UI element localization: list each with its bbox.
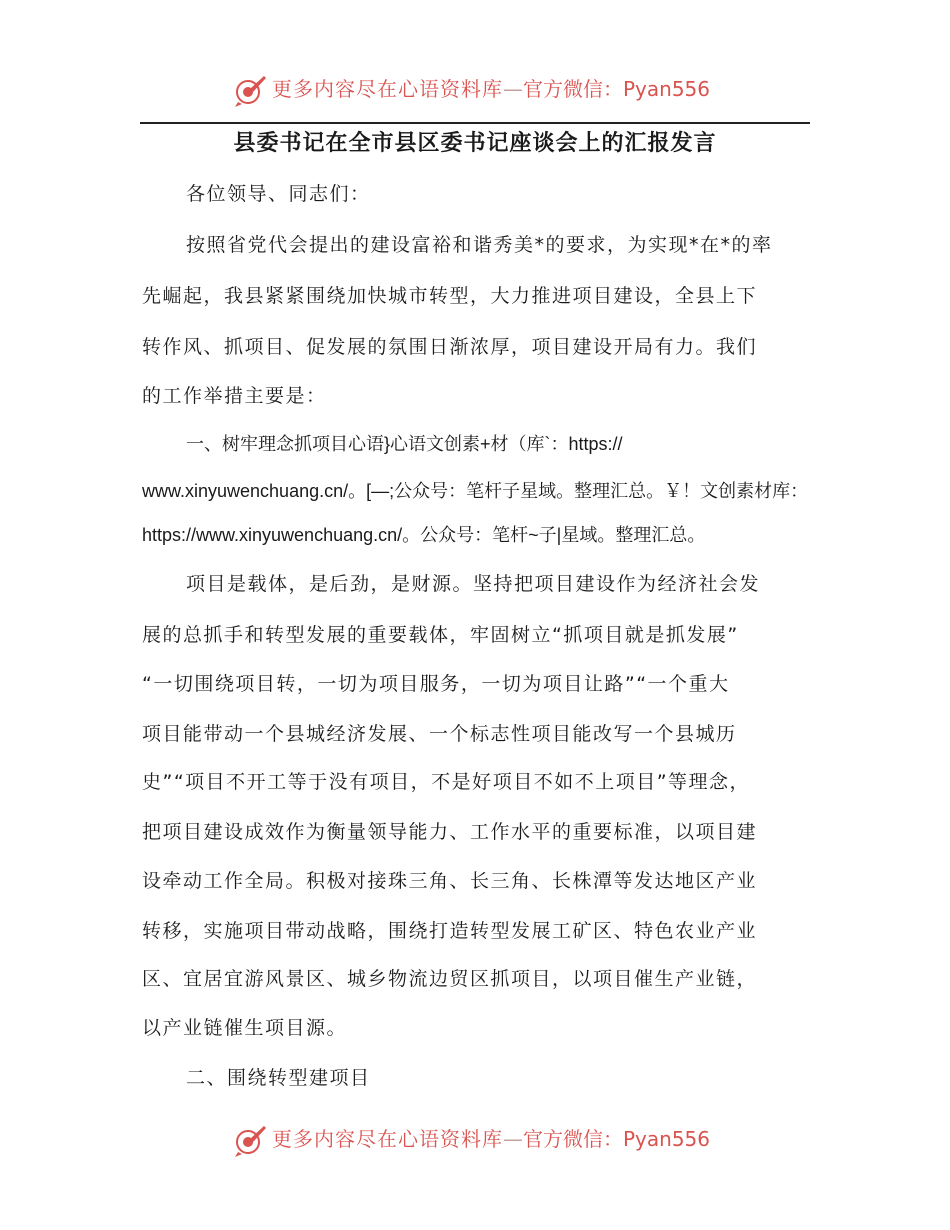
- body-line: https://www.xinyuwenchuang.cn/。公众号：笔杆~子|星域。整理汇总。: [142, 525, 706, 545]
- banner-text: [272, 76, 710, 102]
- body-line: 项目是载体，是后劲，是财源。坚持把项目建设作为经济社会发: [186, 573, 761, 595]
- banner-main-text: 更多内容尽在心语资料库: [272, 77, 503, 101]
- banner-wechat-text: 官方微信：Pyan556: [523, 1127, 711, 1151]
- body-line: 区、宜居宜游风景区、城乡物流边贸区抓项目，以项目催生产业链，: [142, 968, 758, 990]
- body-line: 项目能带动一个县城经济发展、一个标志性项目能改写一个县城历: [142, 723, 737, 745]
- section-heading-1: 一、树牢理念抓项目心语}心语文创素+材（库`：https://: [186, 434, 623, 454]
- banner-separator: —: [503, 77, 523, 101]
- body-line: “一切围绕项目转，一切为项目服务，一切为项目让路”“一个重大: [142, 673, 730, 695]
- header-rule: [140, 122, 810, 124]
- body-line: 史”“项目不开工等于没有项目，不是好项目不如不上项目”等理念，: [142, 771, 751, 793]
- logo-icon: [232, 1122, 268, 1158]
- body-line: 以产业链催生项目源。: [142, 1017, 348, 1039]
- document-title: 县委书记在全市县区委书记座谈会上的汇报发言: [233, 131, 717, 156]
- body-line: 把项目建设成效作为衡量领导能力、工作水平的重要标准，以项目建: [142, 821, 758, 843]
- body-line: 展的总抓手和转型发展的重要载体，牢固树立“抓项目就是抓发展”: [142, 624, 739, 646]
- body-line: 先崛起，我县紧紧围绕加快城市转型，大力推进项目建设，全县上下: [142, 285, 758, 307]
- banner-separator: —: [503, 1127, 523, 1151]
- header-banner: [0, 70, 950, 110]
- body-line: 转移，实施项目带动战略，围绕打造转型发展工矿区、特色农业产业: [142, 920, 758, 942]
- banner-text: [272, 1126, 710, 1152]
- body-line: www.xinyuwenchuang.cn/。[—;公众号：笔杆子星域。整理汇总。￥！文创素材库：: [142, 481, 809, 501]
- banner-main-text: 更多内容尽在心语资料库: [272, 1127, 503, 1151]
- body-line: 按照省党代会提出的建设富裕和谐秀美*的要求，为实现*在*的率: [186, 234, 773, 256]
- footer-banner: [0, 1120, 950, 1160]
- body-line: 的工作举措主要是：: [142, 385, 327, 407]
- logo-icon: [232, 72, 268, 108]
- banner-wechat-text: 官方微信：Pyan556: [523, 77, 711, 101]
- salutation: 各位领导、同志们：: [186, 183, 371, 205]
- body-line: 设牵动工作全局。积极对接珠三角、长三角、长株潭等发达地区产业: [142, 870, 758, 892]
- section-heading-2: 二、围绕转型建项目: [186, 1067, 371, 1089]
- body-line: 转作风、抓项目、促发展的氛围日渐浓厚，项目建设开局有力。我们: [142, 336, 758, 358]
